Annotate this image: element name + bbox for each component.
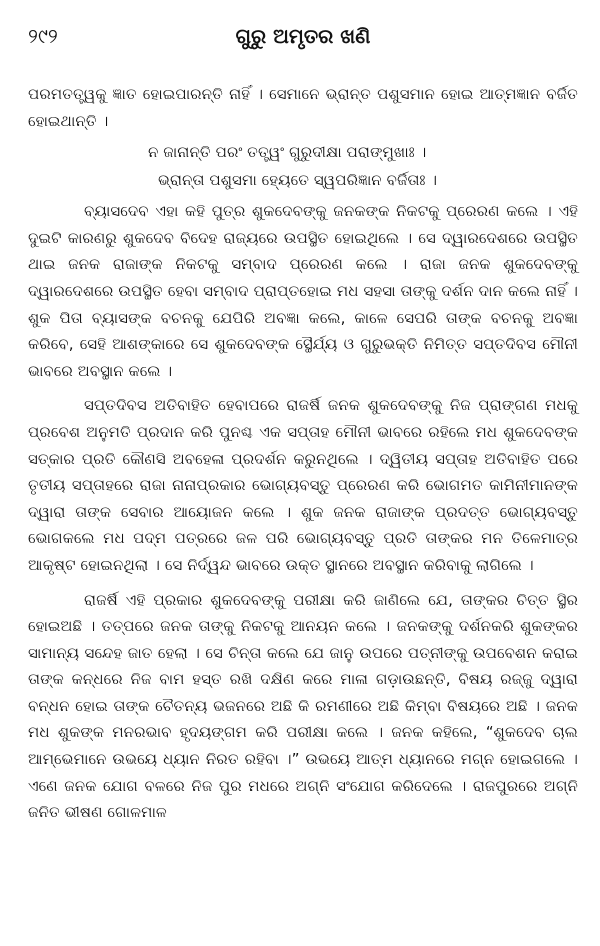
verse-line-1: ନ ଜାନାନ୍ତି ପରଂ ତତ୍ତ୍ୱଂ ଗୁରୁଦୀକ୍ଷା ପରାଙ୍ମୁଖାଃ ।: [148, 143, 427, 162]
running-title: ଗୁରୁ ଅମୃତର ଖଣି: [235, 24, 371, 48]
paragraph-1: ପରମତତ୍ତ୍ୱକୁ ଜ୍ଞାତ ହୋଇପାରନ୍ତି ନାହିଁ । ସେମାନେ ଭ୍ରାନ୍ତ ପଶୁସମାନ ହୋଇ ଆତ୍ମଜ୍ଞାନ ବର୍ଜିତ ହୋଇଥାନ୍ତି ।: [28, 85, 578, 130]
verse-line-2: ଭ୍ରାନ୍ତା ପଶୁସମା ହ୍ୟେତେ ସ୍ୱପରିଜ୍ଞାନ ବର୍ଜିତାଃ ।: [158, 171, 438, 190]
paragraph-2: ବ୍ୟାସଦେବ ଏହା କହି ପୁତ୍ର ଶୁକଦେବଙ୍କୁ ଜନକଙ୍କ ନିକଟକୁ ପ୍ରେରଣ କଲେ । ଏହି ଦୁଇଟି କାରଣରୁ ଶୁକଦେବ ବିଦେହ ରାଜ୍ୟରେ ଉପସ୍ଥିତ ହୋଇଥିଲେ । ସେ ଦ୍ୱାରଦେଶରେ ଉପସ୍ଥିତ ଥାଇ ଜନକ ରାଜାଙ୍କ ନିକଟକୁ ସମ୍ବାଦ ପ୍ରେରଣ କଲେ । ରାଜା ଜନକ ଶୁକଦେବଙ୍କୁ ଦ୍ୱାରଦେଶରେ ଉପସ୍ଥିତ ହେବା ସମ୍ବାଦ ପ୍ରାପ୍ତହୋଇ ମଧ ସହସା ତାଙ୍କୁ ଦର୍ଶନ ଦାନ କଲେ ନାହିଁ । ଶୁକ ପିତା ବ୍ୟାସଙ୍କ ବଚନକୁ ଯେପିରି ଅବଜ୍ଞା କଲେ, କାଳେ ସେପରି ତାଙ୍କ ବଚନକୁ ଅବଜ୍ଞା କରିବେ, ସେହି ଆଶଙ୍କାରେ ସେ ଶୁକଦେବଙ୍କ ସ୍ଥୈର୍ଯ୍ୟ ଓ ଗୁରୁଭକ୍ତି ନିମିତ୍ତ ସପ୍ତଦିବସ ମୌନୀ ଭାବରେ ଅବସ୍ଥାନ କଲେ ।: [28, 202, 578, 380]
paragraph-3: ସପ୍ତଦିବସ ଅତିବାହିତ ହେବାପରେ ରାଜର୍ଷି ଜନକ ଶୁକଦେବଙ୍କୁ ନିଜ ପ୍ରାଙ୍ଗଣ ମଧକୁ ପ୍ରବେଶ ଅନୁମତି ପ୍ରଦାନ କରି ପୁନଶ୍ଚ ଏକ ସପ୍ତାହ ମୌନୀ ଭାବରେ ରହିଲେ ମଧ ଶୁକଦେବଙ୍କ ସତ୍କାର ପ୍ରତି କୌଣସି ଅବହେଳା ପ୍ରଦର୍ଶନ କରୁନଥିଲେ । ଦ୍ୱିତୀୟ ସପ୍ତାହ ଅତିବାହିତ ପରେ ତୃତୀୟ ସପ୍ତାହରେ ରାଜା ନାନାପ୍ରକାର ଭୋଗ୍ୟବସ୍ତୁ ପ୍ରେରଣ କରି ଭୋଗମତ କାମିନୀମାନଙ୍କ ଦ୍ୱାରା ତାଙ୍କ ସେବାର ଆୟୋଜନ କଲେ । ଶୁକ ଜନକ ରାଜାଙ୍କ ପ୍ରଦତ୍ତ ଭୋଗ୍ୟବସ୍ତୁ ଭୋଗକଲେ ମଧ ପଦ୍ମ ପତ୍ରରେ ଜଳ ପରି ଭୋଗ୍ୟବସ୍ତୁ ପ୍ରତି ତାଙ୍କର ମନ ତିଳେମାତ୍ର ଆକୃଷ୍ଟ ହୋଇନଥିଲା । ସେ ନିର୍ଦ୍ୱନ୍ଦ ଭାବରେ ଉକ୍ତ ସ୍ଥାନରେ ଅବସ୍ଥାନ କରିବାକୁ ଲାଗିଲେ ।: [28, 396, 578, 574]
body-text: [28, 81, 578, 826]
paragraph-4: ରାଜର୍ଷି ଏହି ପ୍ରକାର ଶୁକଦେବଙ୍କୁ ପରୀକ୍ଷା କରି ଜାଣିଲେ ଯେ, ତାଙ୍କର ଚିତ୍ତ ସ୍ଥିର ହୋଇଅଛି । ତତ୍ପରେ ଜନକ ତାଙ୍କୁ ନିକଟକୁ ଆନୟନ କଲେ । ଜନକଙ୍କୁ ଦର୍ଶନକରି ଶୁକଙ୍କର ସାମାନ୍ୟ ସନ୍ଦେହ ଜାତ ହେଲା । ସେ ଚିନ୍ତା କଲେ ଯେ ଜାନୁ ଉପରେ ପତ୍ନୀଙ୍କୁ ଉପବେଶନ କରାଇ ତାଙ୍କ କନ୍ଧରେ ନିଜ ବାମ ହସ୍ତ ରଖି ଦକ୍ଷିଣ କରେ ମାଳା ଗଡ଼ାଉଛନ୍ତି, ବିଷୟ ରଜ୍ଜୁ ଦ୍ୱାରା ବନ୍ଧନ ହୋଇ ତାଙ୍କ ଚୈତନ୍ୟ ଭଜନରେ ଅଛି କି ରମଣୀରେ ଅଛି କିମ୍ବା ବିଷୟରେ ଅଛି । ଜନକ ମଧ ଶୁକଙ୍କ ମନରଭାବ ହୃଦୟଙ୍ଗମ କରି ପରୀକ୍ଷା କଲେ । ଜନକ କହିଲେ, “ଶୁକଦେବ ଚାଲ ଆମ୍ଭେମାନେ ଉଭୟେ ଧ୍ୟାନ ନିରତ ରହିବା ।” ଉଭୟେ ଆତ୍ମ ଧ୍ୟାନରେ ମଗ୍ନ ହୋଇଗଲେ । ଏଣେ ଜନକ ଯୋଗ ବଳରେ ନିଜ ପୁର ମଧରେ ଅଗ୍ନି ସଂଯୋଗ କରିଦେଲେ । ରାଜପୁରରେ ଅଗ୍ନି ଜନିତ ଭୀଷଣ ଗୋଳମାଳ: [28, 590, 578, 822]
sanskrit-verse: [28, 138, 578, 194]
page-number: ୨୯୨: [28, 24, 58, 48]
page-header: [28, 24, 578, 59]
